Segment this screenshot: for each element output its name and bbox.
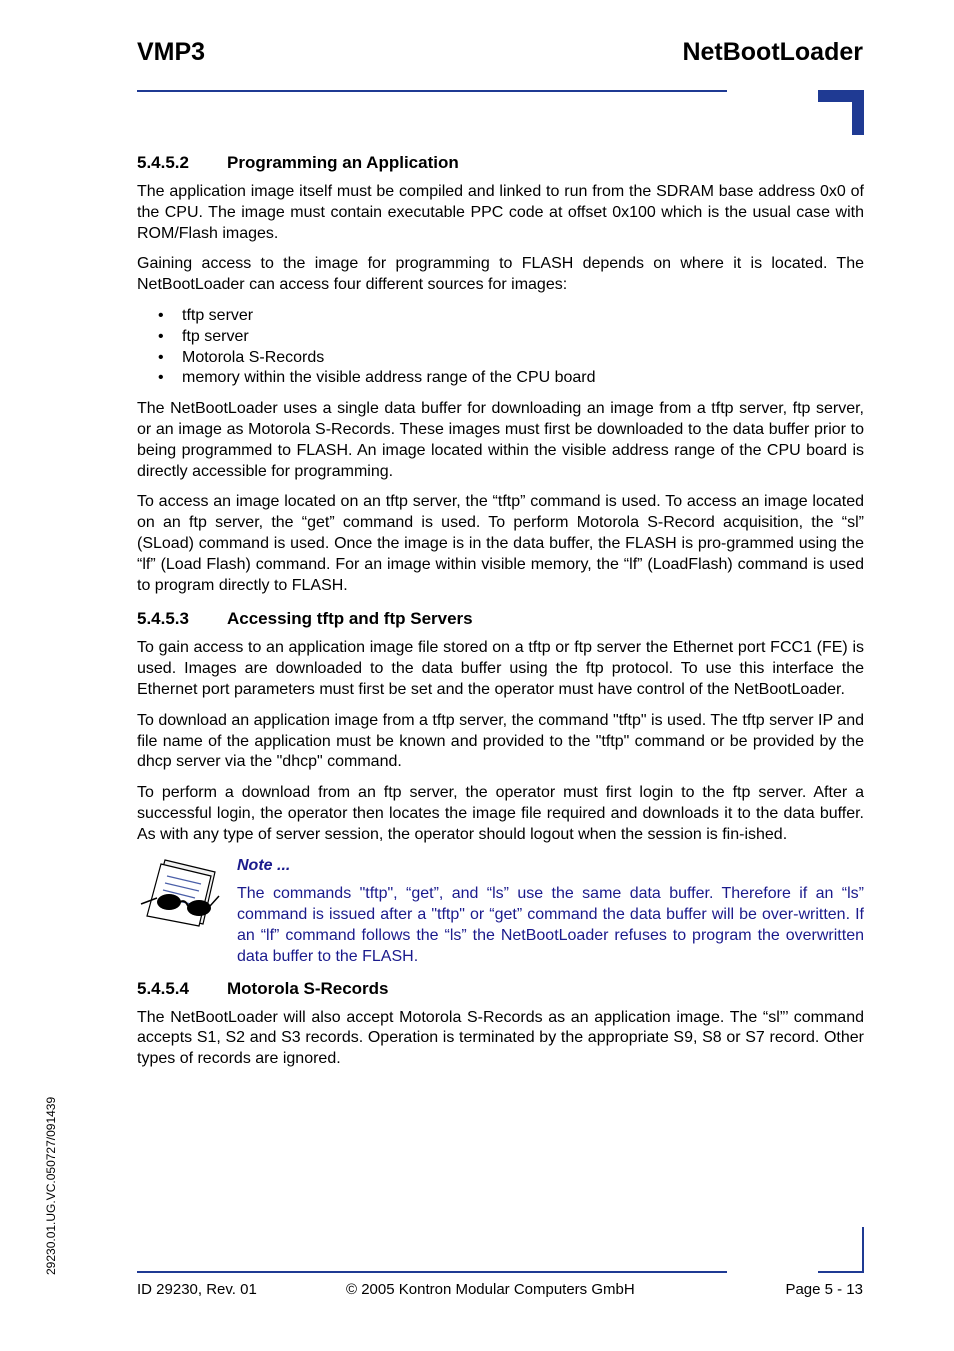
page-body <box>137 150 864 1080</box>
paragraph: The NetBootLoader will also accept Motorola S-Records as an application image. The “sl”’ command accepts S1, S2 and S3 records. Operation is terminated by the appropriate S9, S8 or S7 record. Other types of records are ignored. <box>137 1008 864 1068</box>
section-number: 5.4.5.4 <box>137 978 189 998</box>
footer-copyright: © 2005 Kontron Modular Computers GmbH <box>346 1281 635 1298</box>
paragraph: To download an application image from a tftp server, the command "tftp" is used. The tftp server IP and file name of the application must be known and provided to the "tftp" command or be provided by the dhcp server via the "dhcp" command. <box>137 711 864 771</box>
header-product: VMP3 <box>137 38 206 66</box>
corner-mark-bottom <box>862 1227 864 1273</box>
section-heading-5-4-5-3 <box>137 606 864 632</box>
document-id-vertical: 29230.01.UG.VC.050727/091439 <box>44 1096 58 1275</box>
paragraph: To perform a download from an ftp server, the operator must first login to the ftp server. After a successful login, the operator then locates the image file required and downloads it to the data buffer. As with any type of server session, the operator should logout when the session is fin-ished. <box>137 784 864 843</box>
corner-mark-bottom-base <box>818 1271 864 1273</box>
section-heading-5-4-5-2 <box>137 150 864 176</box>
paragraph: To gain access to an application image file stored on a tftp or ftp server the Ethernet port FCC1 (FE) is used. Images are downloaded to the data buffer using the ftp protocol. To use this interface the Ethernet port parameters must first be set and the operator must have control of the NetBootLoader. <box>137 639 864 698</box>
footer-page-number: Page 5 - 13 <box>785 1281 863 1298</box>
paragraph: The application image itself must be compiled and linked to run from the SDRAM base address 0x0 of the CPU. The image must contain executable PPC code at offset 0x100 which is the usual case with ROM/Flash images. <box>137 183 864 242</box>
footer-doc-id: ID 29230, Rev. 01 <box>137 1281 257 1298</box>
section-heading-5-4-5-4 <box>137 976 864 1002</box>
section-number: 5.4.5.3 <box>137 609 189 629</box>
note-glasses-icon <box>137 856 237 968</box>
list-item: • memory within the visible address range of the CPU board <box>137 368 864 389</box>
header-rule <box>137 90 727 92</box>
corner-mark-top <box>818 90 864 135</box>
note-box <box>137 856 864 968</box>
paragraph: The NetBootLoader uses a single data buffer for downloading an image from a tftp server, ftp server, or an image as Motorola S-Records. These images must first be downloaded to the data buffer prior to being programmed to FLASH. An image located within the visible address range of the CPU board is directly accessible for programming. <box>137 400 864 480</box>
list-item: • tftp server <box>137 306 864 327</box>
section-number: 5.4.5.2 <box>137 153 189 172</box>
list-item: • Motorola S-Records <box>137 348 864 369</box>
note-title: Note ... <box>237 856 291 874</box>
paragraph: To access an image located on an tftp server, the “tftp” command is used. To access an image located on an ftp server, the “get” command is used. To perform Motorola S-Record acquisition, the “sl” (SLoad) command is used. Once the image is in the data buffer, the FLASH is pro-grammed using the “lf” (Load Flash) command. For an image within visible memory, the “lf” (LoadFlash) command is used to program directly to FLASH. <box>137 493 864 594</box>
header-chapter-title: NetBootLoader <box>682 38 863 66</box>
paragraph: Gaining access to the image for programming to FLASH depends on where it is located. The NetBootLoader can access four different sources for images: <box>137 255 864 294</box>
footer-rule <box>137 1271 727 1273</box>
note-text: The commands "tftp", “get”, and “ls” use the same data buffer. Therefore if an “ls” command is issued after a "tftp" or “get” command the data buffer will be over-written. If an “lf” command follows the “ls” the NetBootLoader refuses to program the overwritten data buffer to the FLASH. <box>237 885 864 965</box>
section-title: Programming an Application <box>227 153 459 172</box>
list-item: • ftp server <box>137 327 864 348</box>
image-sources-list <box>137 306 864 389</box>
section-title: Motorola S-Records <box>227 978 389 998</box>
section-title: Accessing tftp and ftp Servers <box>227 609 473 629</box>
